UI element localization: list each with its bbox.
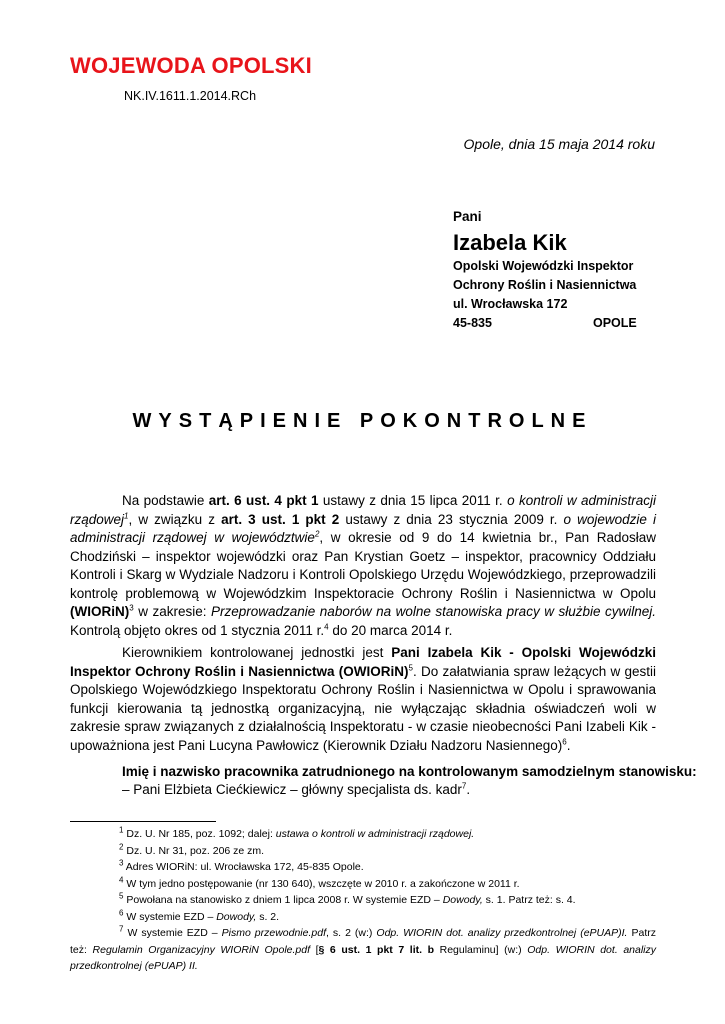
footnote-7: $^7$ W systemie EZD – Pismo przewodnie.pdf, s. 2 (w:) Odp. WIORIN dot. analizy przedkontrolnej (ePUAP)I. Patrz też: Regulamin Organizacyjny WIORiN Opole.pdf [§ 6 ust. 1 pkt 7 lit. b Regulaminu] (w:) Odp. WIORIN dot. analizy przedkontrolnej (ePUAP) II.: [70, 924, 657, 972]
employee-heading: Imię i nazwisko pracownika zatrudnionego na kontrolowanym samodzielnym stanowisku:: [122, 764, 697, 779]
footnote-2: $^2$ Dz. U. Nr 31, poz. 206 ze zm.: [119, 842, 265, 857]
footnote-separator: [70, 821, 216, 822]
dash-bullet-icon: –: [122, 782, 130, 797]
recipient-street: ul. Wrocławska 172: [453, 297, 568, 311]
recipient-city: OPOLE: [593, 316, 637, 330]
footnote-3: $^3$ Adres WIORiN: ul. Wrocławska 172, 45-835 Opole.: [119, 858, 364, 873]
footnote-4: $^4$ W tym jedno postępowanie (nr 130 640), wszczęte w 2010 r. a zakończone w 2011 r.: [119, 875, 520, 890]
footnote-5: $^5$ Powołana na stanowisko z dniem 1 lipca 2008 r. W systemie EZD – Dowody, s. 1. Patrz też: s. 4.: [119, 891, 576, 906]
footnotes: [70, 826, 656, 975]
recipient-line-1: Opolski Wojewódzki Inspektor: [453, 259, 634, 273]
recipient-line-2: Ochrony Roślin i Nasiennictwa: [453, 278, 637, 292]
paragraph-legal-basis: Na podstawie art. 6 ust. 4 pkt 1 ustawy z dnia 15 lipca 2011 r. o kontroli w administracji rządowej$^1$, w związku z art. 3 ust. 1 pkt 2 ustawy z dnia 23 stycznia 2009 r. o wojewodzie i administracji rządowej w województwie$^2$, w okresie od 9 do 14 kwietnia br., Pan Radosław Chodziński – inspektor wojewódzki oraz Pan Krystian Goetz – inspektor, pracownicy Oddziału Kontroli i Skarg w Wydziale Nadzoru i Kontroli Opolskiego Urzędu Wojewódzkiego, przeprowadzili kontrolę problemową w Wojewódzkim Inspektoracie Ochrony Roślin i Nasiennictwa w Opolu (WIORiN)$^3$ w zakresie: Przeprowadzanie naborów na wolne stanowiska pracy w służbie cywilnej. Kontrolą objęto okres od 1 stycznia 2011 r.$^4$ do 20 marca 2014 r.: [70, 493, 657, 638]
footnote-1: $^1$ Dz. U. Nr 185, poz. 1092; dalej: ustawa o kontroli w administracji rządowej.: [119, 825, 475, 840]
footnote-6: $^6$ W systemie EZD – Dowody, s. 2.: [119, 908, 280, 923]
document-title: WYSTĄPIENIE POKONTROLNE: [132, 410, 593, 432]
recipient-postcode: 45-835: [453, 316, 492, 330]
recipient-name: Izabela Kik: [453, 230, 567, 255]
recipient-salutation: Pani: [453, 209, 482, 224]
issuer-title: WOJEWODA OPOLSKI: [70, 53, 312, 78]
paragraph-unit-head: Kierownikiem kontrolowanej jednostki jest Pani Izabela Kik - Opolski Wojewódzki Inspektor Ochrony Roślin i Nasiennictwa (OWIORiN)$^5$. Do załatwiania spraw leżących w gestii Opolskiego Wojewódzkiego Inspektoratu Ochrony Roślin i Nasiennictwa w Opolu i sprawowania funkcji kierowania tą jednostką organizacyjną, nie wyłączając składnia oświadczeń woli w zakresie spraw związanych z działalnością Inspektoratu - w czasie nieobecności Pani Izabeli Kik - upoważniona jest Pani Lucyna Pawłowicz (Kierownik Działu Nadzoru Nasiennego)$^6$.: [70, 645, 656, 753]
date-line: Opole, dnia 15 maja 2014 roku: [463, 136, 655, 152]
reference-number: NK.IV.1611.1.2014.RCh: [124, 89, 257, 103]
employee-list-item: – Pani Elżbieta Ciećkiewicz – główny specjalista ds. kadr$^7$.: [122, 781, 471, 797]
